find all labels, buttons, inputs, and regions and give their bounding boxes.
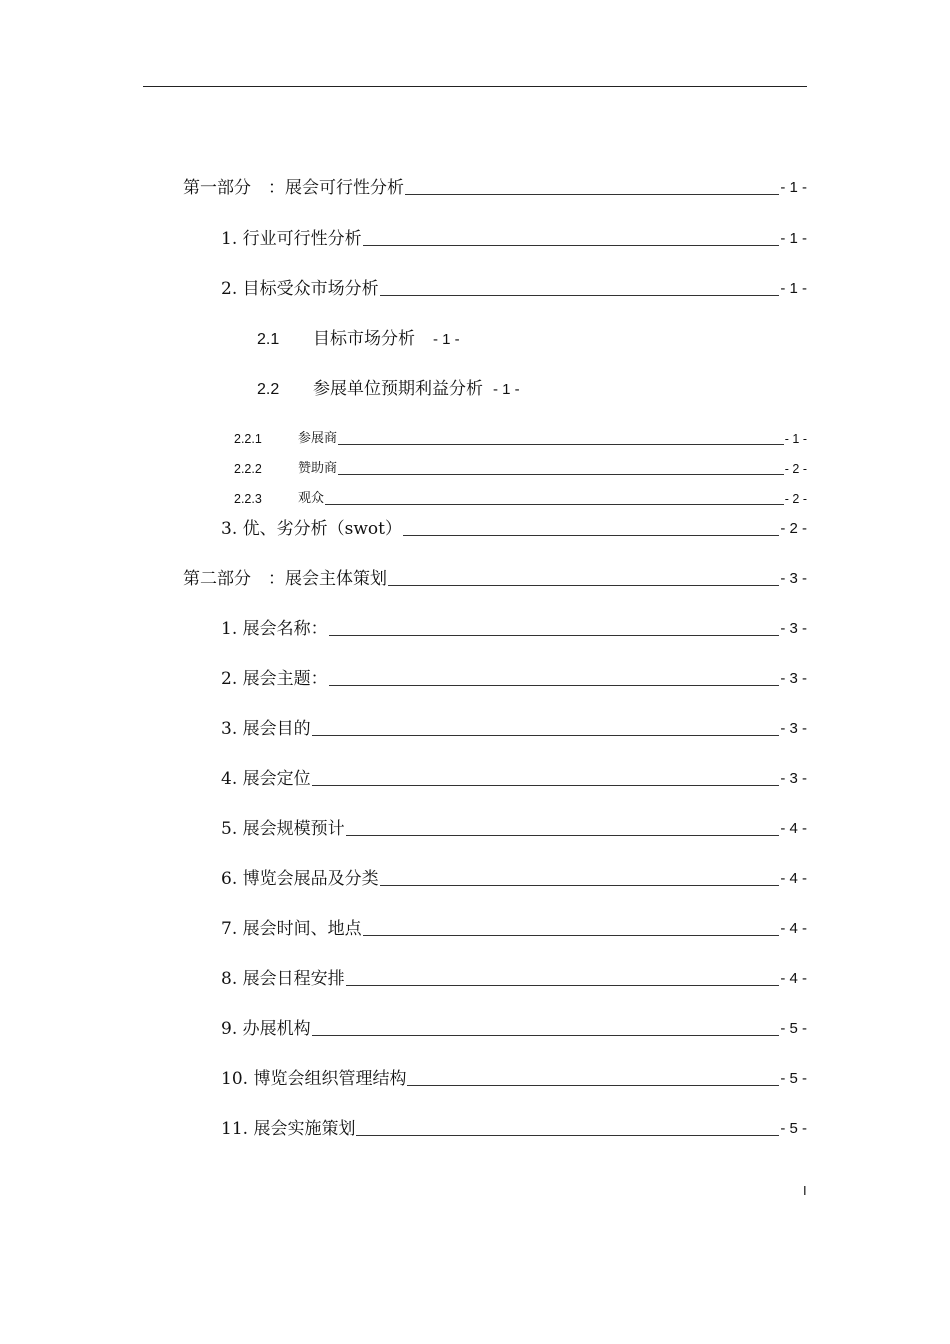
toc-item[interactable] <box>221 769 807 789</box>
toc-page: - 5 - <box>780 1020 807 1037</box>
toc-page: - 4 - <box>780 920 807 937</box>
toc-subsubitem[interactable] <box>234 491 807 507</box>
toc-page: - 3 - <box>780 720 807 737</box>
toc-label: 11. 展会实施策划 <box>221 1119 356 1139</box>
toc-leader <box>325 504 784 505</box>
toc-page: - 2 - <box>784 492 807 506</box>
toc-subsubitem[interactable] <box>234 461 807 477</box>
toc-label: 3. 展会目的 <box>221 719 311 739</box>
toc-part1[interactable] <box>183 178 807 198</box>
toc-item[interactable] <box>221 1069 807 1089</box>
toc-leader <box>312 785 780 786</box>
toc-page: - 1 - <box>784 432 807 446</box>
footer-page-number: I <box>803 1183 807 1198</box>
toc-leader <box>380 295 780 296</box>
toc-leader <box>356 1135 779 1136</box>
toc-item[interactable] <box>221 1019 807 1039</box>
toc-leader <box>338 474 784 475</box>
toc-item[interactable] <box>221 669 807 689</box>
toc-page: - 2 - <box>780 520 807 537</box>
toc-subitem-2-2[interactable] <box>257 379 520 400</box>
toc-leader <box>403 535 779 536</box>
toc-label: 7. 展会时间、地点 <box>221 919 362 939</box>
toc-num: 2.1 <box>257 331 280 348</box>
toc-item[interactable] <box>221 869 807 889</box>
toc-label: 2. 目标受众市场分析 <box>221 279 379 299</box>
toc-page: - 4 - <box>780 970 807 987</box>
toc-leader <box>312 1035 780 1036</box>
toc-page: - 4 - <box>780 820 807 837</box>
toc-page: - 1 - <box>433 331 460 348</box>
toc-item[interactable] <box>221 229 807 249</box>
toc-item[interactable] <box>221 969 807 989</box>
toc-page: - 1 - <box>493 381 520 398</box>
toc-item[interactable] <box>221 819 807 839</box>
toc-page: - 2 - <box>784 462 807 476</box>
toc-label: 观众 <box>298 491 325 506</box>
toc-label: 参展商 <box>298 431 338 446</box>
toc-leader <box>363 935 780 936</box>
toc-page: - 5 - <box>780 1070 807 1087</box>
toc-item[interactable] <box>221 719 807 739</box>
toc-label: 6. 博览会展品及分类 <box>221 869 379 889</box>
toc-part2[interactable] <box>183 569 807 589</box>
toc-num: 2.2 <box>257 381 280 398</box>
toc-page: - 3 - <box>780 670 807 687</box>
toc-page: - 1 - <box>780 179 807 196</box>
toc-leader <box>338 444 784 445</box>
toc-page: - 4 - <box>780 870 807 887</box>
toc-label: 赞助商 <box>298 461 338 476</box>
toc-subsubitem[interactable] <box>234 431 807 447</box>
toc-leader <box>329 685 780 686</box>
toc-label: 10. 博览会组织管理结构 <box>221 1069 407 1089</box>
toc-num: 2.2.1 <box>234 432 262 446</box>
toc-leader <box>346 835 780 836</box>
toc-page: - 1 - <box>780 230 807 247</box>
toc-leader <box>312 735 780 736</box>
toc-leader <box>380 885 780 886</box>
toc-label: 4. 展会定位 <box>221 769 311 789</box>
toc-label: 第一部分 ：展会可行性分析 <box>183 178 404 198</box>
toc-page: - 1 - <box>780 280 807 297</box>
toc-label: 9. 办展机构 <box>221 1019 311 1039</box>
toc-page: - 3 - <box>780 620 807 637</box>
toc-page: - 3 - <box>780 770 807 787</box>
toc-num: 2.2.3 <box>234 492 262 506</box>
toc-item[interactable] <box>221 1119 807 1139</box>
toc-label: 3. 优、劣分析（swot） <box>221 519 402 539</box>
toc-label: 1. 展会名称： <box>221 619 328 639</box>
toc-label: 8. 展会日程安排 <box>221 969 345 989</box>
toc-leader <box>407 1085 779 1086</box>
toc-label: 目标市场分析 <box>313 329 415 349</box>
toc-label: 参展单位预期利益分析 <box>313 379 483 399</box>
toc-label: 第二部分 ：展会主体策划 <box>183 569 387 589</box>
toc-item[interactable] <box>221 619 807 639</box>
toc-item[interactable] <box>221 919 807 939</box>
toc-page: - 3 - <box>780 570 807 587</box>
toc-leader <box>388 585 779 586</box>
toc-label: 1. 行业可行性分析 <box>221 229 362 249</box>
toc-page: - 5 - <box>780 1120 807 1137</box>
toc-leader <box>346 985 780 986</box>
toc-num: 2.2.2 <box>234 462 262 476</box>
toc-leader <box>405 194 779 195</box>
toc-subitem-2-1[interactable] <box>257 329 460 350</box>
toc-item[interactable] <box>221 279 807 299</box>
toc-label: 2. 展会主题： <box>221 669 328 689</box>
toc-leader <box>363 245 780 246</box>
toc-leader <box>329 635 780 636</box>
toc-item[interactable] <box>221 519 807 539</box>
toc-label: 5. 展会规模预计 <box>221 819 345 839</box>
